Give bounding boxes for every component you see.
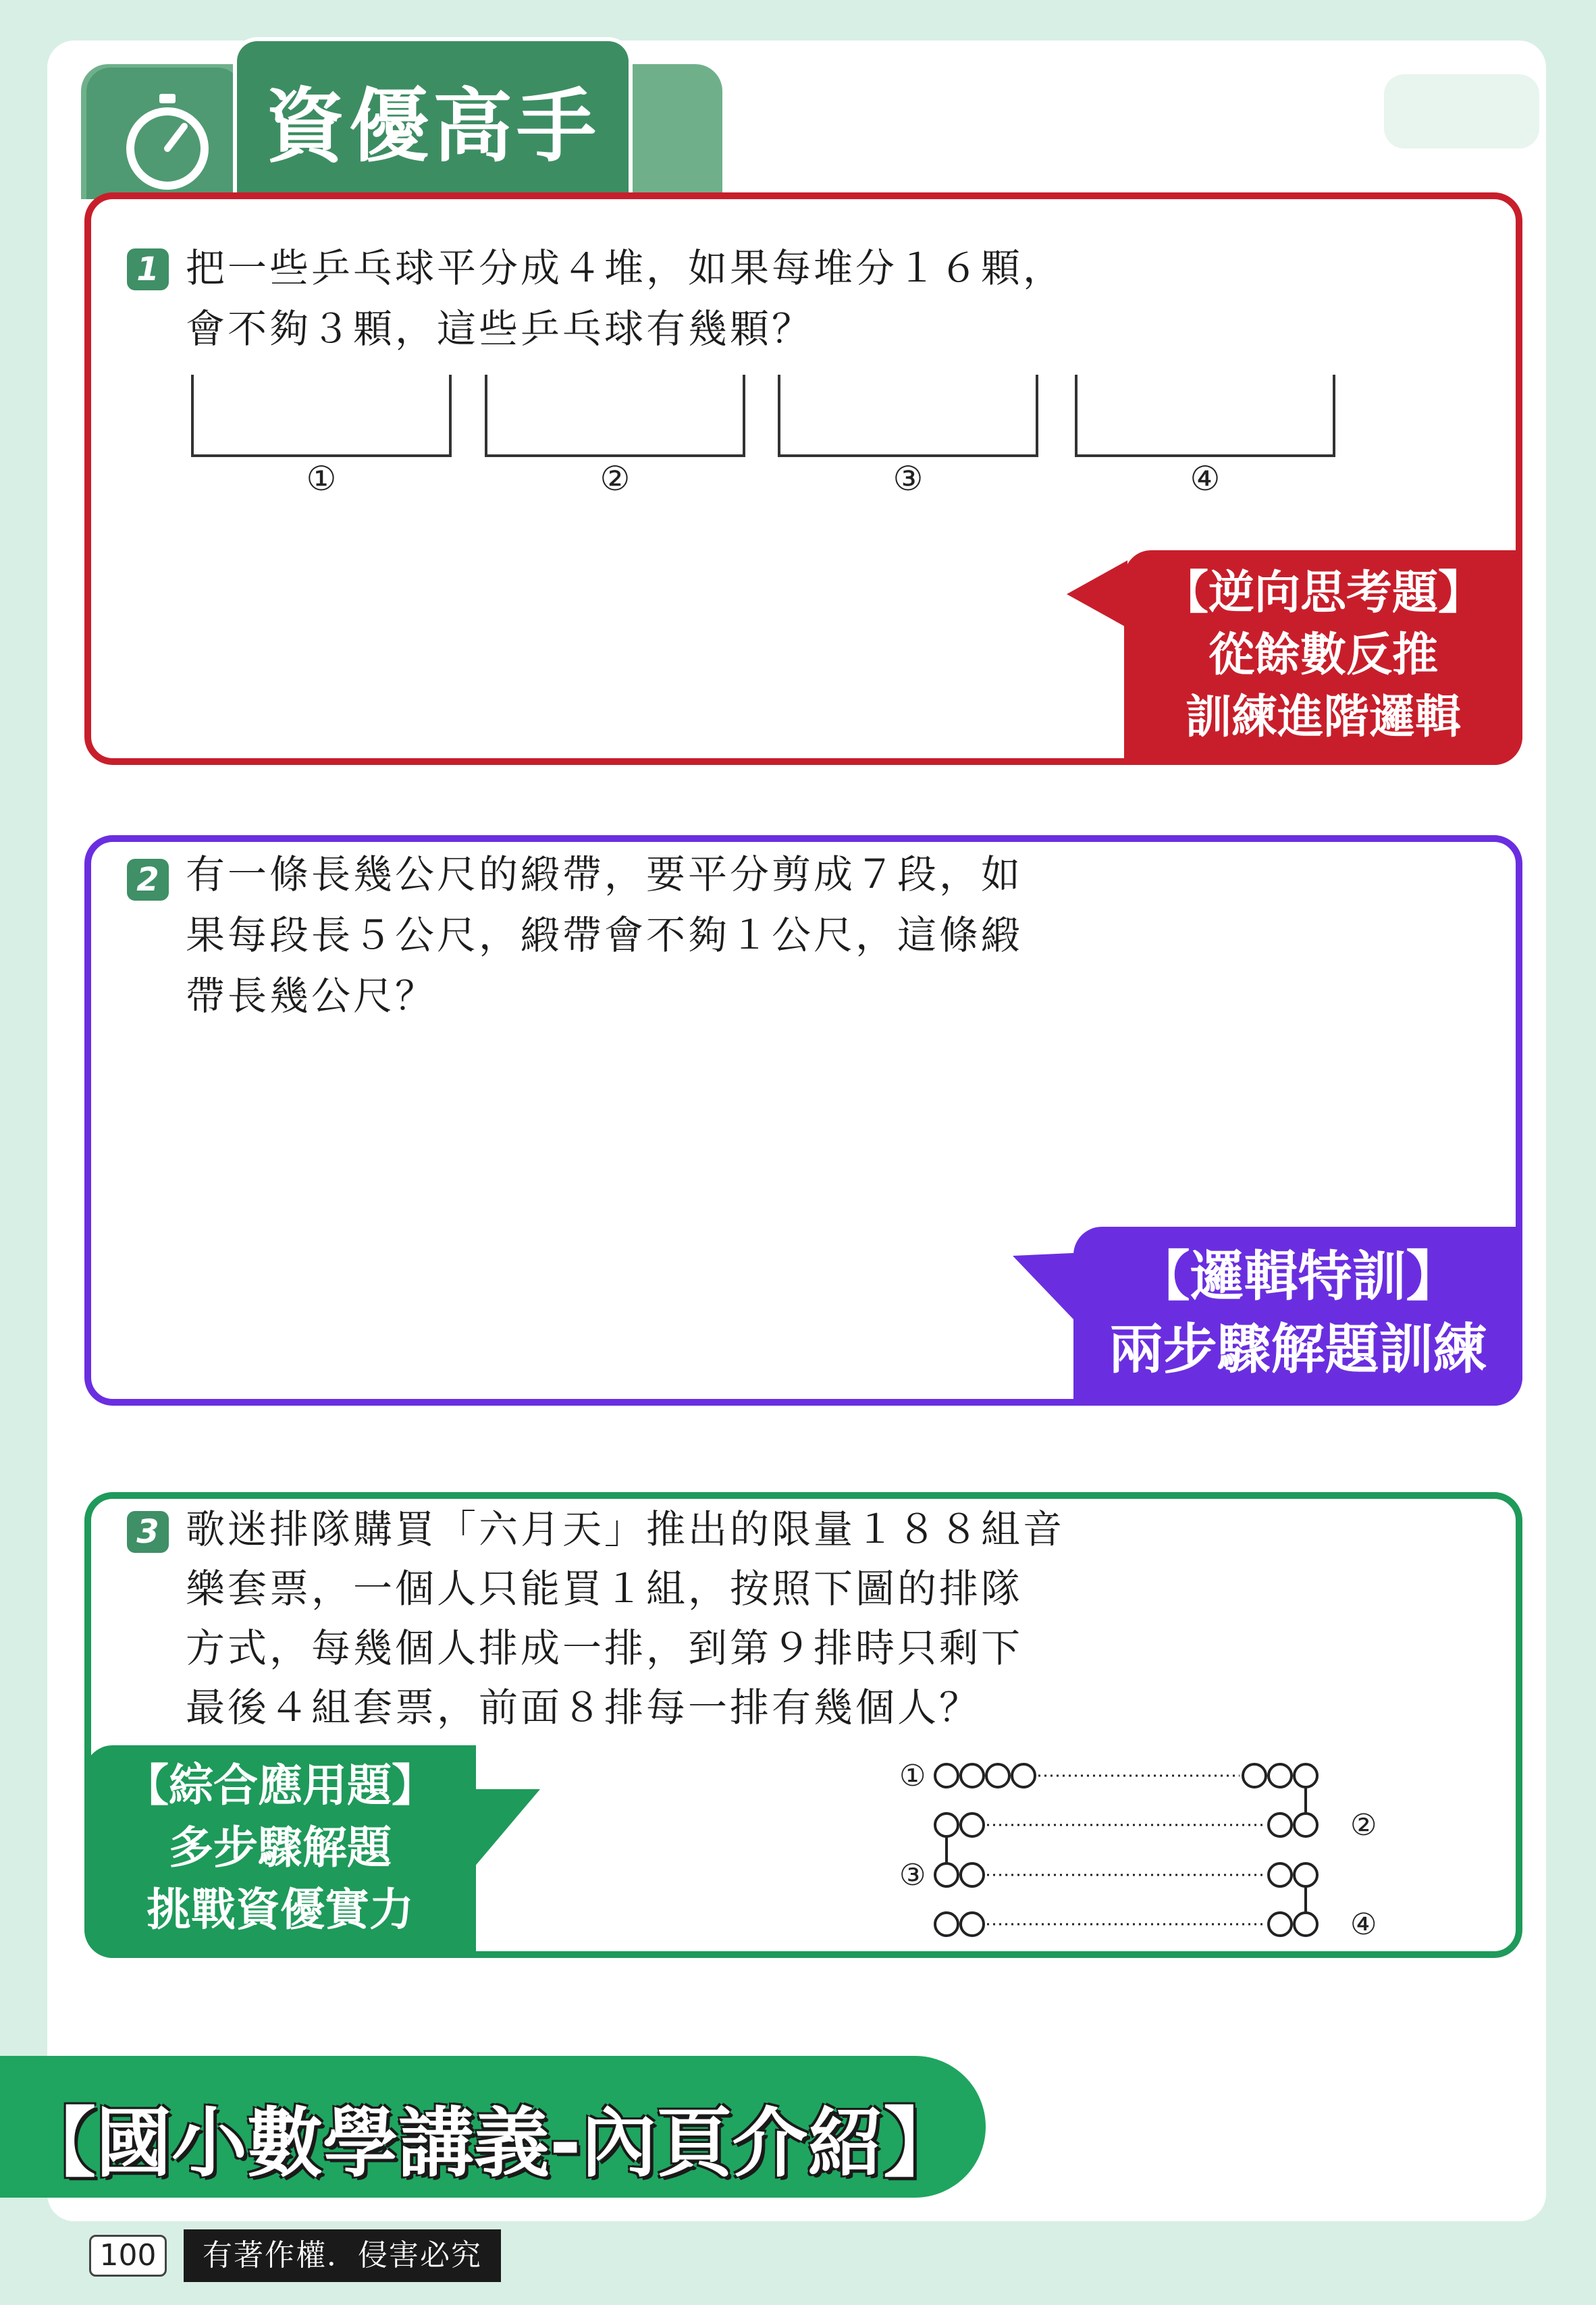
question-2-number: 2 xyxy=(127,859,169,901)
question-3-line-2: 樂套票，一個人只能買１組，按照下圖的排隊 xyxy=(186,1566,1023,1612)
page-title: 資優高手 xyxy=(265,80,600,173)
diagram-label-1: ① xyxy=(899,1759,926,1793)
group-bracket-3 xyxy=(778,375,1038,457)
callout-2-line-1: 【邏輯特訓】 xyxy=(1136,1245,1460,1308)
callout-3-pointer xyxy=(466,1782,540,1884)
callout-3-line-3: 挑戰資優實力 xyxy=(147,1884,414,1936)
diagram-label-2: ② xyxy=(1350,1808,1377,1843)
queue-diagram xyxy=(871,1749,1425,1944)
question-2-line-3: 帶長幾公尺？ xyxy=(186,973,437,1019)
question-2-line-2: 果每段長５公尺，緞帶會不夠１公尺，這條緞 xyxy=(186,912,1023,958)
copyright-notice: 有著作權．侵害必究 xyxy=(184,2229,501,2282)
page-number: 100 xyxy=(89,2235,167,2277)
question-3-number: 3 xyxy=(127,1511,169,1553)
callout-2-line-2: 兩步驟解題訓練 xyxy=(1109,1318,1487,1381)
callout-3-line-2: 多步驟解題 xyxy=(169,1822,392,1874)
question-1-line-2: 會不夠３顆，這些乒乓球有幾顆？ xyxy=(186,306,814,352)
question-3-line-4: 最後４組套票，前面８排每一排有幾個人？ xyxy=(186,1685,982,1730)
group-label-4: ④ xyxy=(1190,459,1221,498)
callout-1-line-2: 從餘數反推 xyxy=(1208,629,1438,682)
diagram-label-3: ③ xyxy=(899,1858,926,1892)
intro-banner-text: 【國小數學講義-內頁介紹】 xyxy=(20,2100,959,2188)
callout-2 xyxy=(1073,1227,1522,1406)
group-bracket-4 xyxy=(1075,375,1335,457)
diagram-label-4: ④ xyxy=(1350,1907,1377,1942)
question-2-line-1: 有一條長幾公尺的緞帶，要平分剪成７段，如 xyxy=(186,851,1023,897)
faded-background-shape xyxy=(1384,74,1539,149)
group-bracket-1 xyxy=(191,375,452,457)
question-1-line-1: 把一些乒乓球平分成４堆，如果每堆分１６顆， xyxy=(186,245,1065,291)
callout-3-line-1: 【綜合應用題】 xyxy=(124,1759,436,1811)
group-bracket-2 xyxy=(485,375,745,457)
callout-3 xyxy=(84,1745,476,1958)
question-3-line-1: 歌迷排隊購買「六月天」推出的限量１８８組音 xyxy=(186,1506,1065,1552)
question-3-line-3: 方式，每幾個人排成一排，到第９排時只剩下 xyxy=(186,1625,1023,1671)
question-1-number: 1 xyxy=(127,248,169,290)
callout-1-pointer xyxy=(1067,547,1127,641)
group-label-1: ① xyxy=(306,459,337,498)
callout-1-line-1: 【逆向思考題】 xyxy=(1162,566,1484,620)
group-label-3: ③ xyxy=(893,459,924,498)
group-label-2: ② xyxy=(600,459,631,498)
stopwatch-icon xyxy=(120,91,215,192)
callout-1-line-3: 訓練進階邏輯 xyxy=(1185,691,1461,744)
callout-1 xyxy=(1124,550,1522,765)
